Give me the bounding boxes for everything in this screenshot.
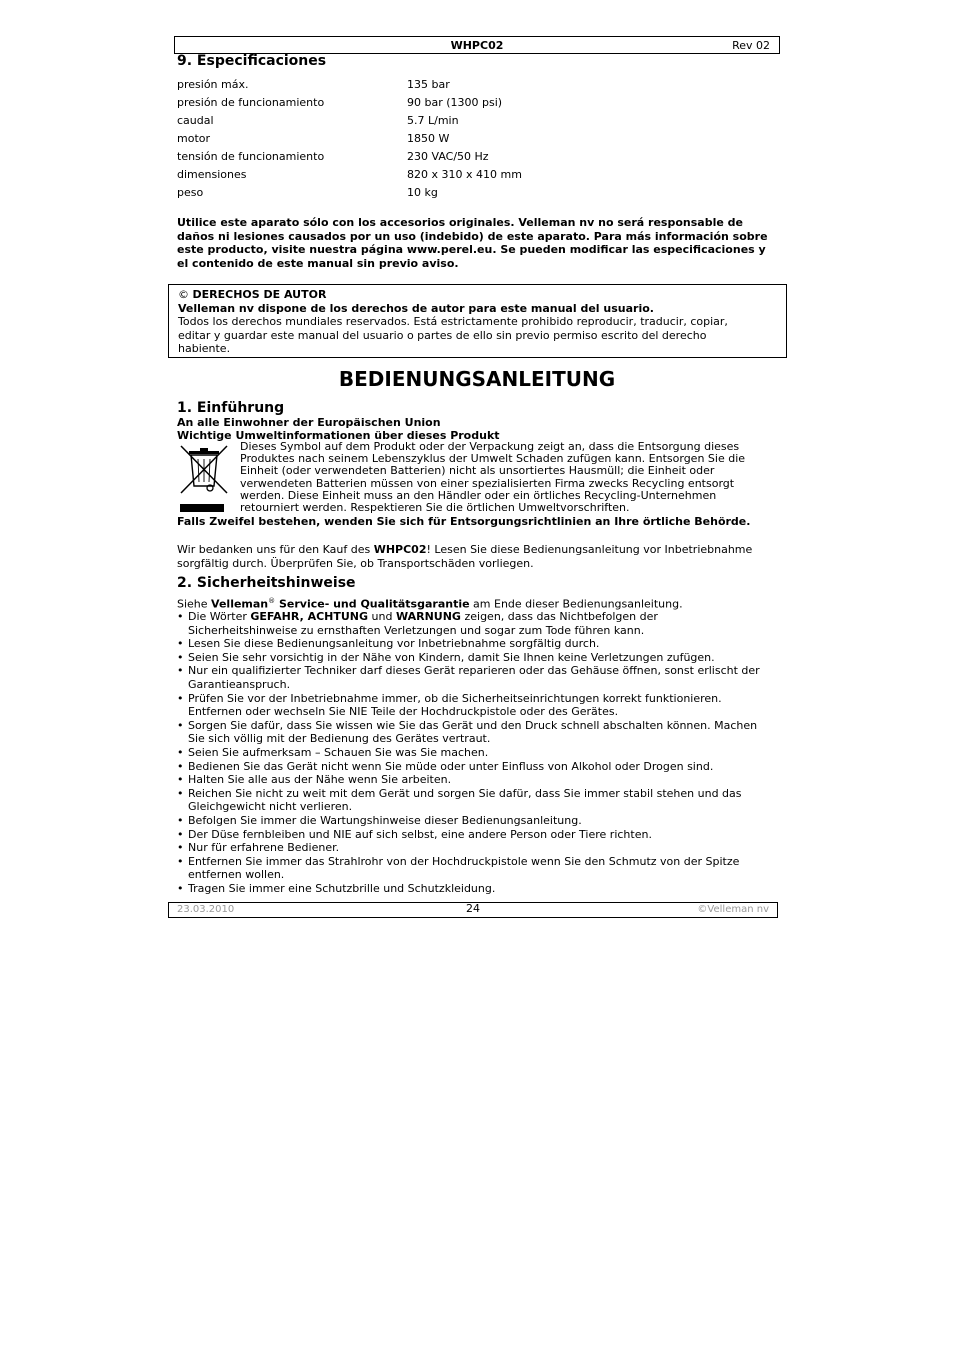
- manual-title: BEDIENUNGSANLEITUNG: [338, 367, 616, 391]
- bullet-text-line: Garantieanspruch.: [188, 677, 291, 691]
- weee-line: werden. Diese Einheit muss an den Händler oder ein örtliches Recycling-Unternehmen: [240, 488, 717, 502]
- intro-heading: 1. Einführung: [177, 400, 285, 416]
- spec-heading: 9. Especificaciones: [177, 53, 327, 69]
- bullet-warning-word: WARNUNG: [395, 610, 461, 623]
- safety-bullet: [177, 882, 782, 896]
- bullet-dot: •: [177, 827, 184, 841]
- bullet-text-line: Bedienen Sie das Gerät nicht wenn Sie müde oder unter Einfluss von Alkohol oder Drogen sind.: [188, 759, 714, 773]
- page-footer: [168, 902, 778, 918]
- bullet-text-line: Befolgen Sie immer die Wartungshinweise dieser Bedienungsanleitung.: [188, 813, 582, 827]
- page-header: [174, 36, 780, 54]
- bullet-text-line: Sorgen Sie dafür, dass Sie wissen wie Sie das Gerät und den Druck schnell abschalten können. Machen: [188, 718, 758, 732]
- safety-bullet: [177, 692, 782, 719]
- bullet-text-line: entfernen wollen.: [188, 868, 285, 882]
- spec-value: 230 VAC/50 Hz: [407, 150, 489, 163]
- safety-bullet: [177, 610, 782, 637]
- bullet-text-line: Der Düse fernbleiben und NIE auf sich selbst, eine andere Person oder Tiere richten.: [188, 827, 652, 841]
- copyright-title: DERECHOS DE AUTOR: [192, 288, 327, 301]
- weee-line: retourniert werden. Respektieren Sie die örtlichen Umweltvorschriften.: [240, 501, 630, 515]
- bullet-warning-words: GEFAHR, ACHTUNG: [250, 610, 369, 623]
- header-model: WHPC02: [450, 39, 504, 52]
- spec-notice-line: este producto, visite nuestra página www.perel.eu. Se pueden modificar las especificaciones y: [177, 243, 766, 256]
- weee-line: verwendeten Batterien müssen von einer spezialisierten Firma zwecks Recycling entsorgt: [240, 476, 735, 490]
- bullet-dot: •: [177, 786, 184, 800]
- spec-label: caudal: [177, 114, 214, 127]
- safety-bullet: [177, 814, 782, 828]
- bullet-text-line: Prüfen Sie vor der Inbetriebnahme immer, ob die Sicherheitseinrichtungen korrekt funktionieren.: [188, 691, 722, 705]
- bullet-dot: •: [177, 813, 184, 827]
- safety-bullet: [177, 637, 782, 651]
- spec-value: 1850 W: [407, 132, 450, 145]
- thanks-paragraph: [177, 543, 782, 570]
- spec-value: 5.7 L/min: [407, 114, 459, 127]
- weee-line: Produktes nach seinem Lebenszyklus der Umwelt Schaden zufügen kann. Entsorgen Sie die: [240, 452, 746, 466]
- bullet-text-line: Tragen Sie immer eine Schutzbrille und Schutzkleidung.: [188, 881, 496, 895]
- safety-bullet: [177, 828, 782, 842]
- bullet-dot: •: [177, 664, 184, 678]
- bullet-dot: •: [177, 773, 184, 787]
- safety-bullet: [177, 855, 782, 882]
- copyright-box: [168, 284, 787, 358]
- spec-label: tensión de funcionamiento: [177, 150, 325, 163]
- safety-bullet: [177, 664, 782, 691]
- bullet-dot: •: [177, 610, 184, 623]
- bullet-dot: •: [177, 841, 184, 855]
- bullet-dot: •: [177, 745, 184, 759]
- safety-bullet: [177, 787, 782, 814]
- bullet-text: und: [368, 610, 396, 623]
- spec-value: 135 bar: [407, 78, 450, 91]
- bullet-text-line: Nur für erfahrene Bediener.: [188, 841, 340, 855]
- bullet-text-line: Seien Sie sehr vorsichtig in der Nähe von Kindern, damit Sie Ihnen keine Verletzungen zufügen.: [188, 650, 715, 664]
- bullet-text: Die Wörter: [188, 610, 251, 623]
- safety-bullet-list: [177, 610, 782, 895]
- safety-bullet: [177, 651, 782, 665]
- bullet-text: zeigen, dass das Nichtbefolgen der: [460, 610, 658, 623]
- copyright-text-line: Todos los derechos mundiales reservados. Está estrictamente prohibido reproducir, traducir, copiar,: [178, 315, 728, 328]
- safety-bullet: [177, 841, 782, 855]
- spec-value: 90 bar (1300 psi): [407, 96, 503, 109]
- thanks-line-2: sorgfältig durch. Überprüfen Sie, ob Transportschäden vorliegen.: [177, 556, 534, 570]
- copyright-text-line: habiente.: [178, 342, 231, 355]
- thanks-text: Wir bedanken uns für den Kauf des: [177, 543, 374, 556]
- copyright-owner-line: Velleman nv dispone de los derechos de autor para este manual del usuario.: [178, 301, 654, 315]
- spec-label: presión de funcionamiento: [177, 96, 325, 109]
- bullet-text-line: Entfernen Sie immer das Strahlrohr von der Hochdruckpistole wenn Sie den Schmutz von der Spitze: [188, 854, 740, 868]
- spec-value: 10 kg: [407, 186, 438, 199]
- bullet-text-line: Sicherheitshinweise zu ernsthaften Verletzungen und sogar zum Tode führen kann.: [188, 623, 645, 637]
- bullet-dot: •: [177, 854, 184, 868]
- thanks-text-end: ! Lesen Sie diese Bedienungsanleitung vor Inbetriebnahme: [426, 543, 753, 556]
- spec-notice-line: Utilice este aparato sólo con los accesorios originales. Velleman nv no será responsable de: [177, 216, 743, 229]
- copyright-title-line: [178, 288, 778, 302]
- spec-value: 820 x 310 x 410 mm: [407, 168, 522, 181]
- bullet-text-line: Reichen Sie nicht zu weit mit dem Gerät und sorgen Sie dafür, dass Sie immer stabil stehen und das: [188, 786, 742, 800]
- copyright-text-line: editar y guardar este manual del usuario o partes de ello sin previo permiso escrito del derecho: [178, 328, 707, 342]
- spec-notice-line: daños ni lesiones causados por un uso (indebido) de este aparato. Para más información sobre: [177, 229, 768, 243]
- page-number: 24: [466, 902, 480, 915]
- weee-line: Dieses Symbol auf dem Produkt oder der Verpackung zeigt an, dass die Entsorgung dieses: [240, 440, 740, 453]
- bullet-text-line: Halten Sie alle aus der Nähe wenn Sie arbeiten.: [188, 773, 452, 787]
- spec-label: peso: [177, 186, 204, 199]
- bullet-text-line: Sie sich völlig mit der Bedienung des Gerätes vertraut.: [188, 732, 491, 746]
- bullet-text-line: Nur ein qualifizierter Techniker darf dieses Gerät reparieren oder das Gehäuse öffnen, sonst erlischt der: [188, 664, 760, 678]
- safety-intro-text: Siehe: [177, 597, 212, 611]
- safety-bullet: [177, 746, 782, 760]
- bullet-dot: •: [177, 759, 184, 773]
- footer-date: 23.03.2010: [177, 904, 235, 915]
- bullet-dot: •: [177, 691, 184, 705]
- thanks-model: WHPC02: [373, 543, 427, 556]
- intro-subheading-eu: An alle Einwohner der Europäischen Union: [177, 416, 441, 429]
- spec-notice-line: el contenido de este manual sin previo aviso.: [177, 256, 459, 270]
- safety-heading: 2. Sicherheitshinweise: [177, 575, 356, 591]
- bullet-text-line: Entfernen oder wechseln Sie NIE Teile der Hochdruckpistole oder des Gerätes.: [188, 705, 619, 719]
- spec-label: motor: [177, 132, 211, 145]
- safety-bullet: [177, 773, 782, 787]
- copyright-symbol: ©: [178, 288, 189, 301]
- bullet-dot: •: [177, 881, 184, 895]
- safety-warranty-ref: Service- und Qualitätsgarantie: [275, 597, 470, 611]
- bullet-text-line: Lesen Sie diese Bedienungsanleitung vor Inbetriebnahme sorgfältig durch.: [188, 637, 600, 651]
- bullet-text-line: Gleichgewicht nicht verlieren.: [188, 800, 353, 814]
- bullet-dot: •: [177, 637, 184, 651]
- weee-paragraph: [240, 441, 785, 514]
- spec-label: dimensiones: [177, 168, 247, 181]
- safety-bullet: [177, 760, 782, 774]
- spec-label: presión máx.: [177, 78, 249, 91]
- safety-intro: [177, 597, 683, 611]
- safety-bullet: [177, 719, 782, 746]
- weee-line: Einheit (oder verwendeten Batterien) nicht als unsortiertes Hausmüll; die Einheit oder: [240, 464, 715, 478]
- spec-notice: [177, 216, 782, 270]
- bullet-dot: •: [177, 650, 184, 664]
- weee-icon: [176, 442, 232, 516]
- thanks-line: [177, 543, 782, 557]
- safety-brand: Velleman: [211, 597, 269, 611]
- weee-doubt-line: Falls Zweifel bestehen, wenden Sie sich für Entsorgungsrichtlinien an Ihre örtliche Behörde.: [177, 515, 751, 528]
- bullet-dot: •: [177, 718, 184, 732]
- safety-intro-end: am Ende dieser Bedienungsanleitung.: [469, 597, 683, 611]
- footer-copyright: ©Velleman nv: [697, 904, 769, 915]
- registered-mark: ®: [268, 597, 276, 605]
- intro-subheading-env: Wichtige Umweltinformationen über dieses Produkt: [177, 429, 500, 442]
- header-revision: Rev 02: [732, 39, 770, 52]
- bullet-text-line: Seien Sie aufmerksam – Schauen Sie was Sie machen.: [188, 745, 489, 759]
